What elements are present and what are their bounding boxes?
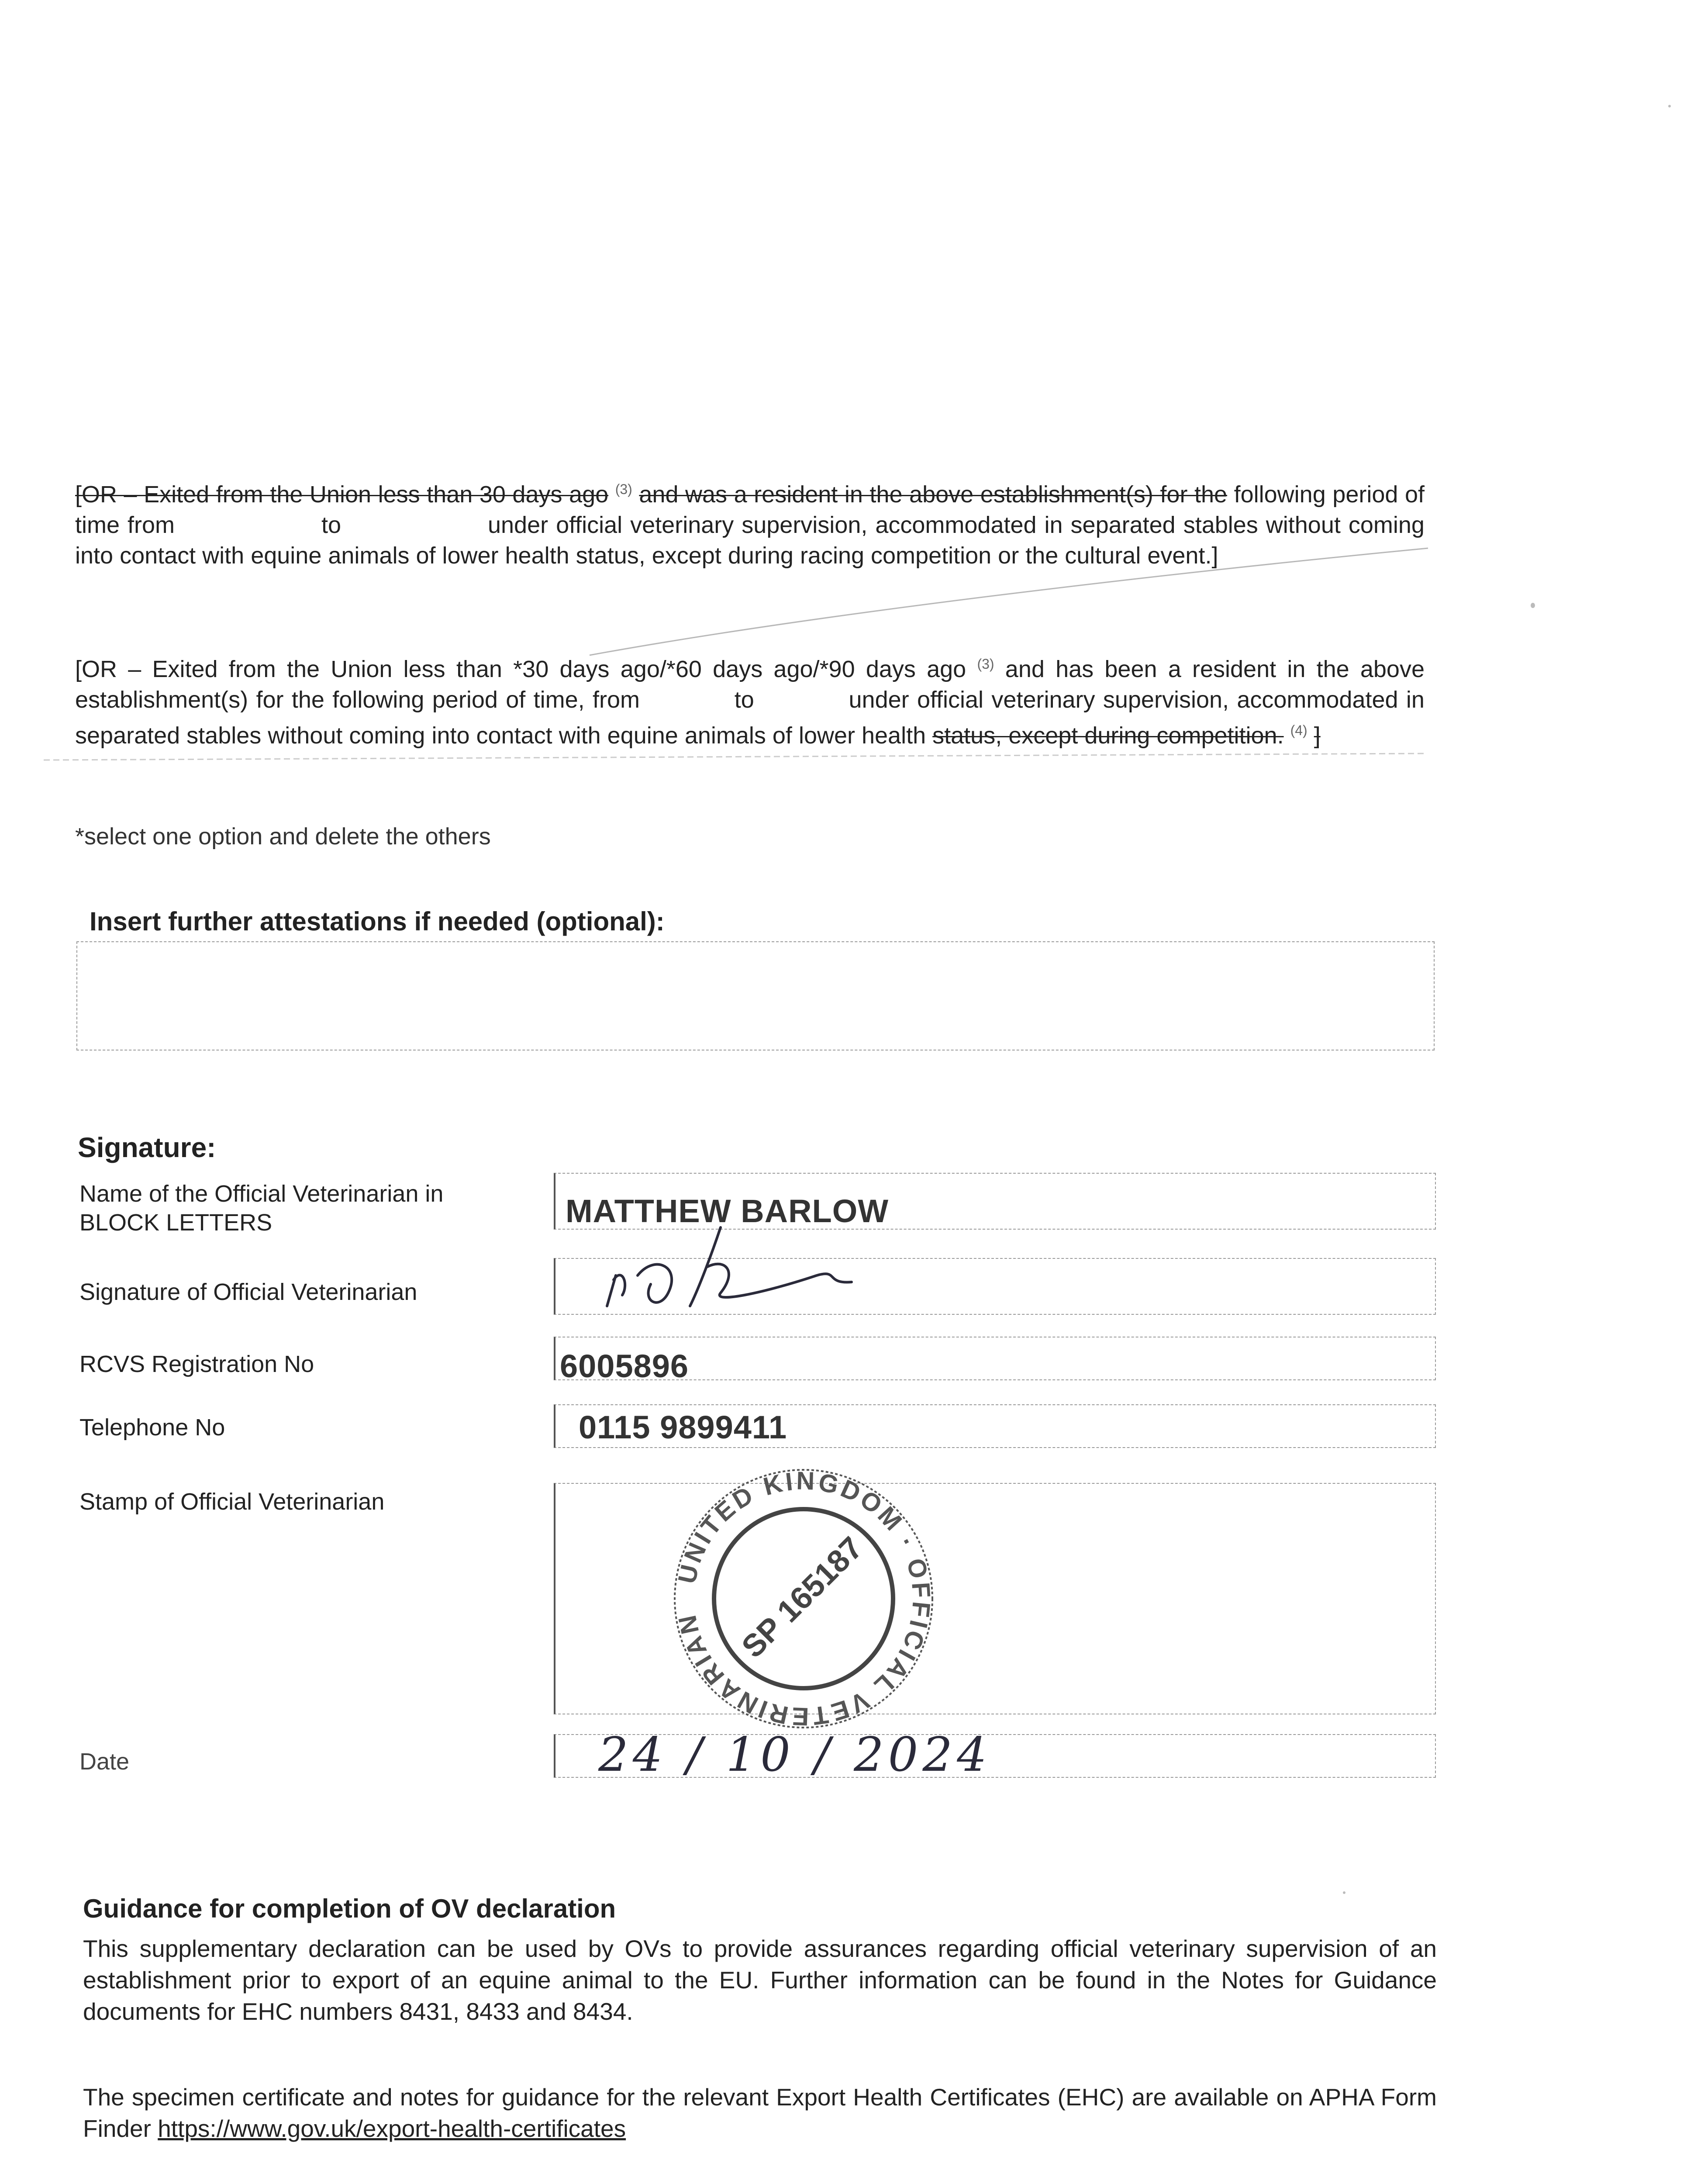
signature-label: Signature of Official Veterinarian (79, 1279, 417, 1305)
attestation-1-text-a: following period of time from (75, 481, 1425, 538)
attestation-1-text-b: under official veterinary supervision, accommodated in separated stables without coming into contact with equine animals of lower health status, except during racing competition or the cultural event.] (75, 512, 1425, 569)
attestation-2-text-a: [OR – Exited from the Union less than *30 days ago/*60 days ago/*90 days ago (75, 656, 966, 682)
further-attestations-input[interactable] (76, 941, 1435, 1051)
guidance-paragraph-1: This supplementary declaration can be used by OVs to provide assurances regarding official veterinary supervision of an establishment prior to export of an equine animal to the EU. Further information can be found in the Notes for Guidance documents for EHC numbers 8431, 8433 and 8434. (83, 1935, 1437, 2025)
name-value: MATTHEW BARLOW (566, 1193, 889, 1229)
scan-speck (1531, 603, 1535, 608)
attestation-2-text-c: under official veterinary supervision, accommodated in separated stables without coming into contact with equine animals of lower health (75, 687, 1425, 749)
footnote-4-marker: (4) (1290, 722, 1308, 738)
official-stamp (664, 1459, 943, 1738)
select-one-note: *select one option and delete the others (75, 823, 491, 850)
attestation-2-to: to (734, 687, 754, 713)
stamp-center-text: SP 165187 (735, 1530, 869, 1665)
attestation-2-text-b: and has been a resident in the above establishment(s) for the following period of time, from (75, 656, 1425, 713)
footnote-3-marker: (3) (615, 481, 632, 497)
attestation-2-struck-close: ] (1314, 722, 1321, 749)
attestation-1-to: to (321, 512, 342, 538)
guidance-heading: Guidance for completion of OV declaration (83, 1894, 616, 1923)
handwritten-signature (581, 1219, 860, 1324)
date-value: 24 / 10 / 2024 (598, 1728, 991, 1782)
attestation-2-struck-end: status, except during competition. (932, 722, 1284, 749)
footnote-3-marker: (3) (977, 656, 994, 672)
signature-heading: Signature: (78, 1132, 216, 1163)
further-attestations-heading: Insert further attestations if needed (optional): (90, 907, 665, 936)
attestation-1-struck-rest: and was a resident in the above establishment(s) for the (639, 481, 1228, 508)
phone-label: Telephone No (79, 1414, 225, 1441)
name-label: Name of the Official Veterinarian in BLOCK LETTERS (79, 1181, 444, 1236)
guidance-paragraph-2-text: The specimen certificate and notes for guidance for the relevant Export Health Certificates (EHC) are available on APHA Form Finder (83, 2084, 1437, 2142)
stamp-outer-text: UNITED KINGDOM · OFFICIAL VETERINARIAN (672, 1466, 936, 1731)
attestation-1-struck-intro: [OR – Exited from the Union less than 30 days ago (75, 481, 609, 508)
scan-speck (1343, 1891, 1345, 1894)
stamp-label: Stamp of Official Veterinarian (79, 1489, 385, 1515)
date-label: Date (79, 1749, 130, 1775)
rcvs-value: 6005896 (560, 1348, 689, 1384)
phone-value: 0115 9899411 (579, 1409, 787, 1445)
scan-speck (1668, 105, 1671, 107)
export-health-certificates-link[interactable]: https://www.gov.uk/export-health-certificates (158, 2115, 626, 2142)
rcvs-label: RCVS Registration No (79, 1351, 314, 1377)
guidance-paragraph-2 (83, 2081, 1437, 2144)
